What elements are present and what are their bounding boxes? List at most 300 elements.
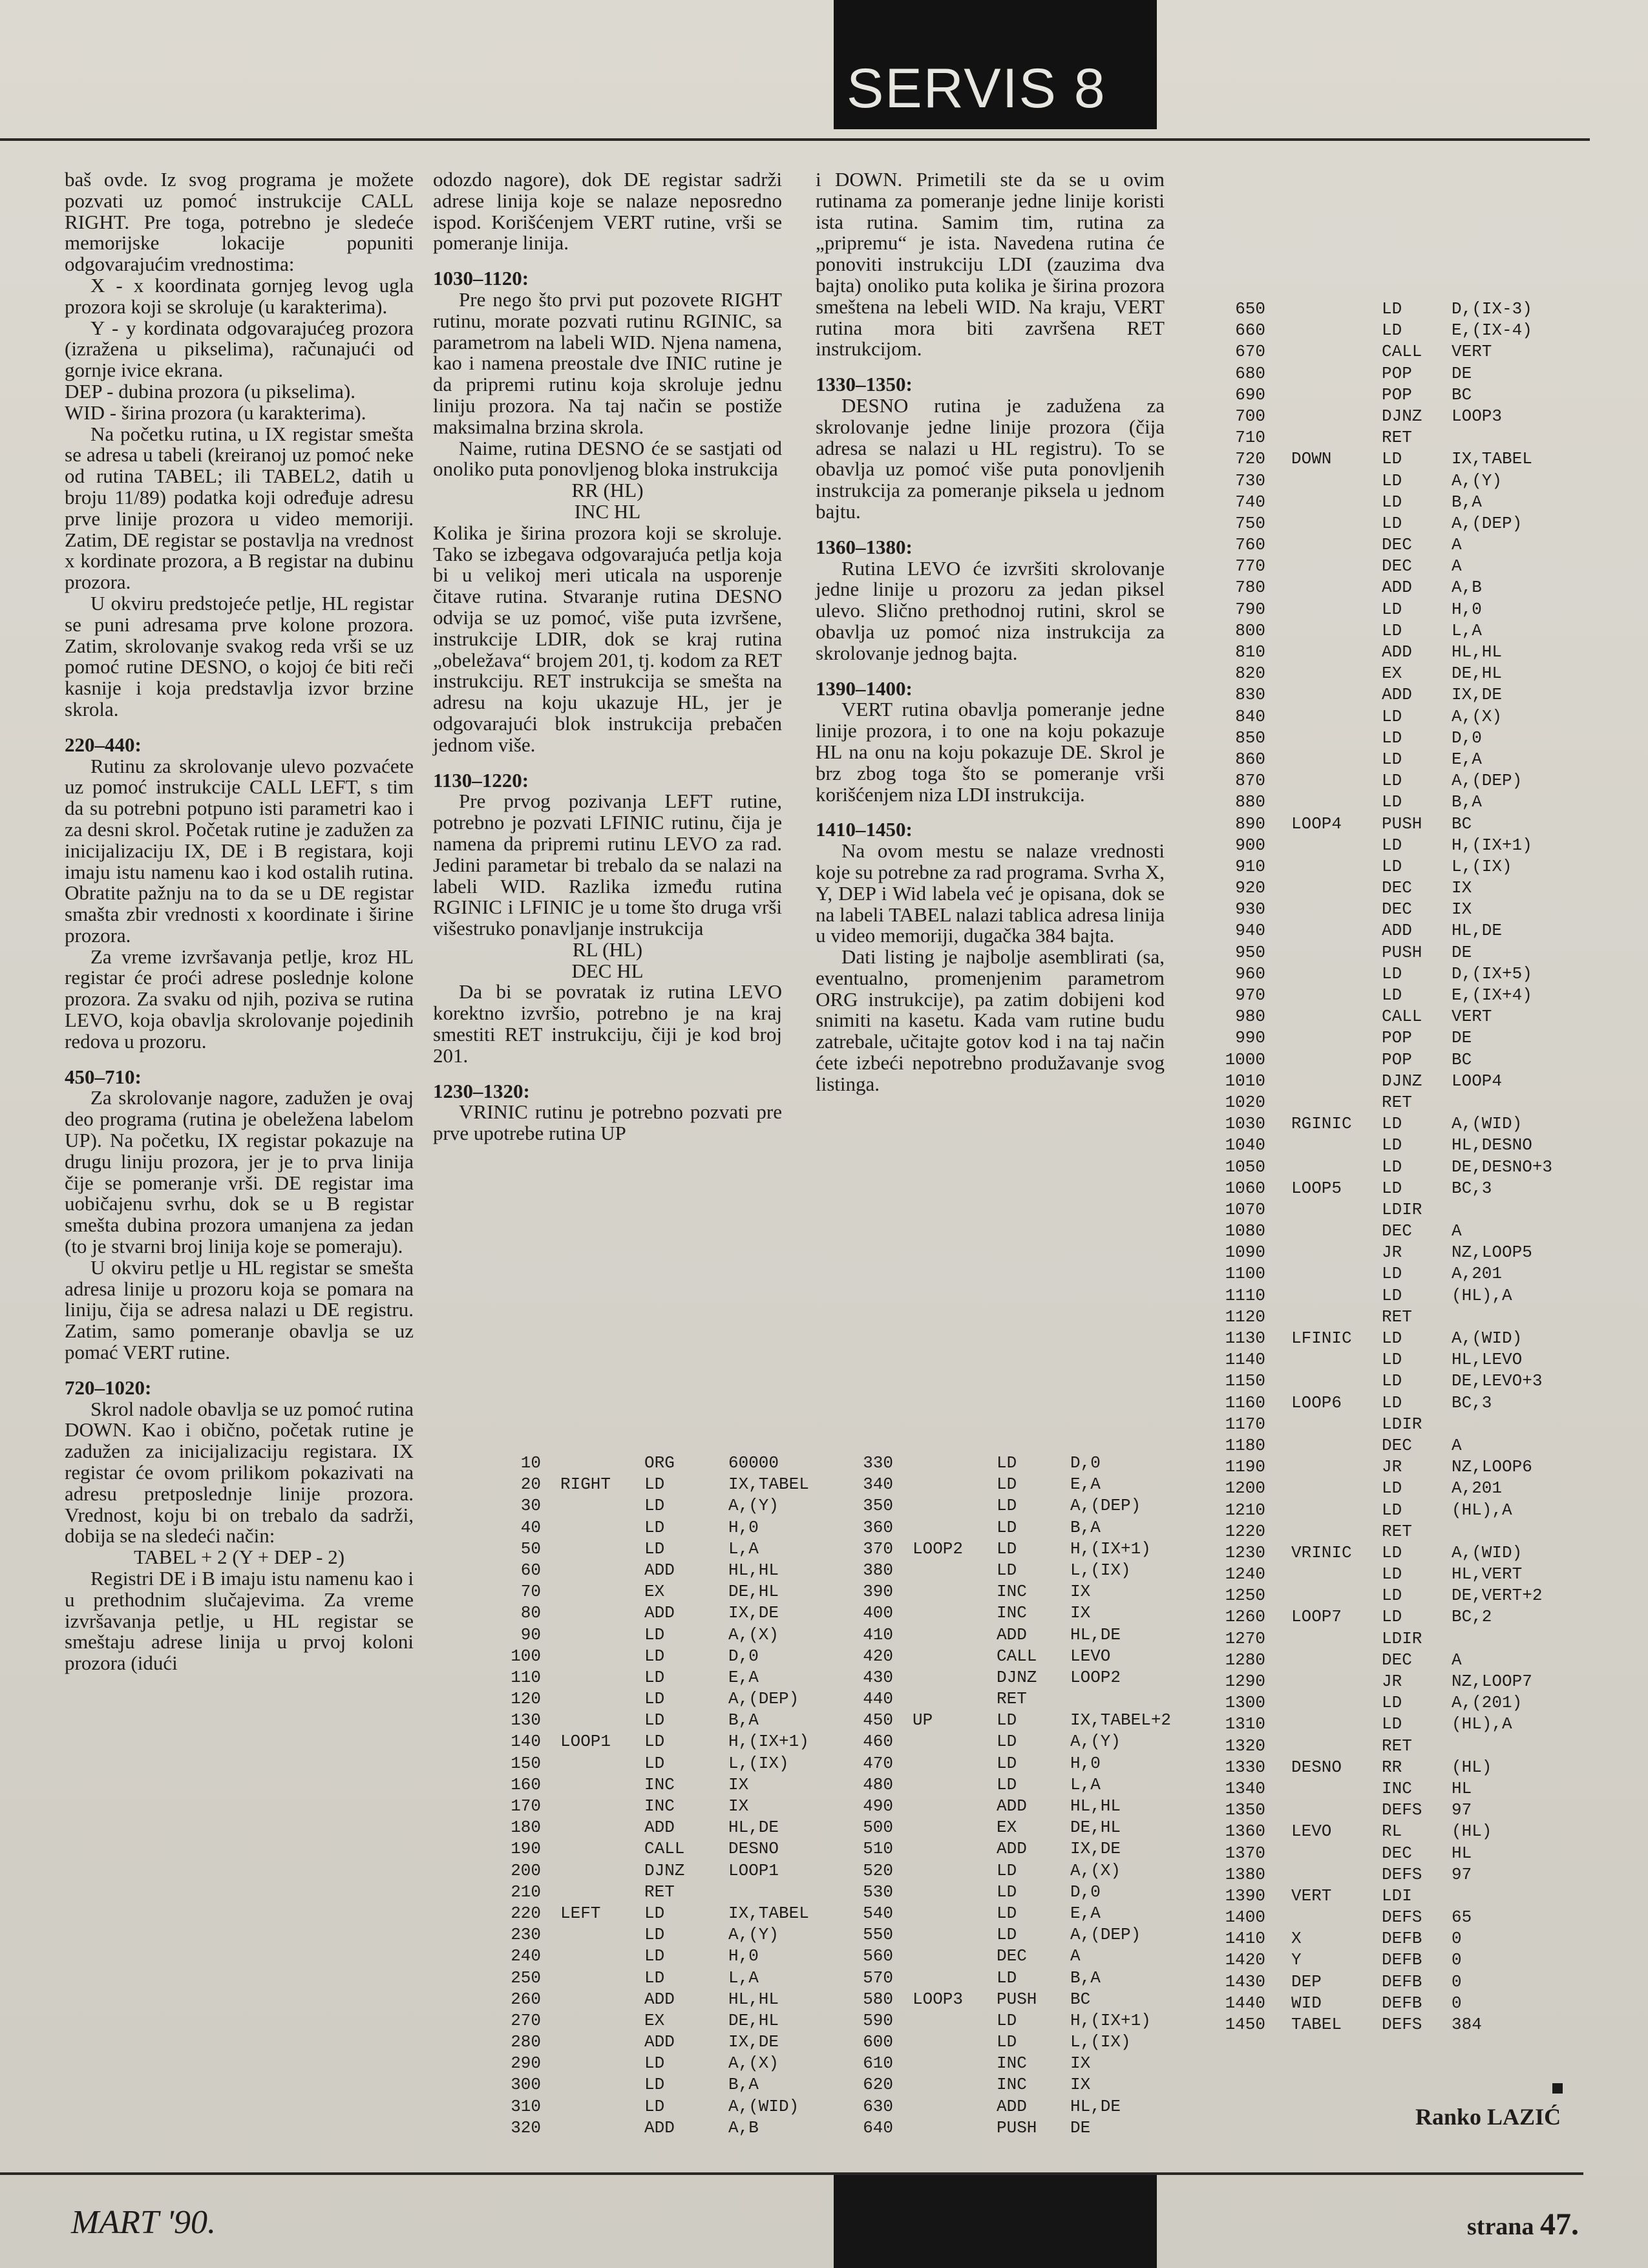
listing-line: [469, 1796, 809, 1817]
code-listing-c: [1209, 299, 1552, 2035]
operand: HL,HL: [728, 1560, 779, 1580]
line-number: 130: [511, 1710, 541, 1730]
opcode: LDIR: [1382, 1414, 1422, 1434]
line-number: 1150: [1225, 1371, 1265, 1391]
opcode: LD: [997, 2010, 1017, 2030]
line-number: 1030: [1225, 1114, 1265, 1134]
operand: LOOP3: [1452, 406, 1503, 426]
opcode: INC: [1382, 1778, 1412, 1798]
listing-line: [1209, 384, 1552, 406]
line-label: [1291, 770, 1382, 792]
line-number: 1040: [1225, 1135, 1265, 1155]
line-label: LOOP1: [560, 1732, 611, 1752]
line-label: [1291, 363, 1382, 384]
line-label: [560, 2010, 644, 2032]
listing-line: [1209, 1456, 1552, 1478]
line-number: 780: [1235, 578, 1265, 598]
listing-line: [840, 1731, 1171, 1752]
operand: LOOP1: [728, 1860, 779, 1880]
line-number: 320: [511, 2117, 541, 2137]
listing-line: [1209, 1435, 1552, 1456]
operand: HL,DE: [1452, 921, 1503, 941]
line-number: 1130: [1225, 1328, 1265, 1348]
operand: H,(IX+1): [728, 1732, 809, 1752]
line-number: 640: [863, 2117, 893, 2137]
operand: DE: [1452, 1028, 1472, 1048]
line-label: [560, 1924, 644, 1946]
opcode: CALL: [1382, 1007, 1422, 1027]
opcode: LD: [1382, 1157, 1402, 1177]
line-number: 560: [863, 1946, 893, 1966]
line-number: 1070: [1225, 1199, 1265, 1219]
opcode: LD: [1382, 1542, 1402, 1562]
line-number: 1270: [1225, 1628, 1265, 1648]
listing-line: [469, 1989, 809, 2010]
listing-line: [840, 1753, 1171, 1774]
line-number: 80: [520, 1603, 541, 1623]
line-label: [1291, 1671, 1382, 1692]
operand: H,(IX+1): [1452, 835, 1532, 855]
paragraph: X - x koordinata gornjeg levog ugla prozora koji se skroluje (u karakterima).: [65, 273, 414, 318]
line-number: 1100: [1225, 1264, 1265, 1284]
line-number: 1440: [1225, 1993, 1265, 2013]
line-label: [1291, 835, 1382, 856]
operand: BC: [1070, 1989, 1091, 2009]
line-label: [1291, 1071, 1382, 1092]
line-number: 1410: [1225, 1929, 1265, 1949]
paragraph: WID - širina prozora (u karakterima).: [65, 401, 366, 424]
line-label: LOOP6: [1291, 1392, 1342, 1412]
line-number: 1390: [1225, 1885, 1265, 1906]
opcode: ADD: [997, 1796, 1027, 1816]
operand: A: [1452, 1650, 1462, 1670]
operand: H,0: [1452, 599, 1482, 619]
operand: E,(IX+4): [1452, 985, 1532, 1005]
line-label: [1291, 663, 1382, 684]
operand: IX: [1070, 1582, 1091, 1602]
line-label: [1291, 1370, 1382, 1392]
operand: E,A: [728, 1667, 759, 1687]
listing-line: [840, 1924, 1171, 1946]
line-number: 980: [1235, 1007, 1265, 1027]
operand: HL,HL: [728, 1989, 779, 2009]
line-label: [1291, 1263, 1382, 1285]
line-number: 830: [1235, 685, 1265, 705]
opcode: DEFB: [1382, 1929, 1422, 1949]
listing-line: [469, 1903, 809, 1924]
line-label: [1291, 684, 1382, 706]
opcode: LD: [1382, 513, 1402, 533]
listing-line: [1209, 770, 1552, 792]
line-label: [1291, 1435, 1382, 1456]
operand: (HL): [1452, 1757, 1492, 1777]
line-label: [1291, 1349, 1382, 1370]
line-label: [560, 1453, 644, 1474]
listing-line: [1209, 1606, 1552, 1628]
operand: HL,DESNO: [1452, 1135, 1532, 1155]
operand: B,A: [728, 2075, 759, 2095]
opcode: RL: [1382, 1822, 1402, 1842]
opcode: LD: [644, 2075, 665, 2095]
line-label: [1291, 792, 1382, 813]
listing-line: [840, 1602, 1171, 1624]
line-number: 170: [511, 1796, 541, 1816]
listing-line: [1209, 320, 1552, 341]
opcode: DEC: [997, 1946, 1027, 1966]
inline-code: RL (HL): [572, 938, 643, 961]
line-number: 1340: [1225, 1778, 1265, 1798]
line-label: [1291, 706, 1382, 728]
opcode: ADD: [644, 1603, 675, 1623]
line-label: [1291, 1049, 1382, 1071]
operand: (HL),A: [1452, 1285, 1512, 1305]
operand: IX: [728, 1774, 749, 1794]
line-label: [560, 1796, 644, 1817]
line-number: 1120: [1225, 1307, 1265, 1327]
line-label: [1291, 920, 1382, 941]
line-number: 620: [863, 2075, 893, 2095]
paragraph: Dati listing je najbolje asemblirati (sa, eventualno, promenjenim parametrom ORG instrukcije), pa zatim dobijeni kod snimiti na kasetu. Kada vam rutine budu zatrebale, učitajte gotov kod i na taj način ćete izbeći nepotrebno produžavanje svog listinga.: [816, 945, 1165, 1095]
opcode: ADD: [644, 1560, 675, 1580]
opcode: INC: [997, 1603, 1027, 1623]
line-label: [1291, 1157, 1382, 1178]
paragraph: Naime, rutina DESNO će se sastjati od onoliko puta ponovljenog bloka instrukcija: [433, 436, 782, 481]
line-label: [1291, 492, 1382, 513]
line-number: 1300: [1225, 1693, 1265, 1713]
operand: A,(DEP): [1070, 1925, 1141, 1945]
listing-line: [1209, 792, 1552, 813]
line-number: 480: [863, 1774, 893, 1794]
line-label: VRINIC: [1291, 1542, 1352, 1562]
line-number: 1310: [1225, 1714, 1265, 1734]
listing-line: [1209, 1564, 1552, 1585]
line-label: [1291, 341, 1382, 362]
operand: HL,HL: [1070, 1796, 1121, 1816]
opcode: EX: [1382, 664, 1402, 684]
listing-line: [840, 1538, 1171, 1560]
line-number: 410: [863, 1624, 893, 1644]
opcode: DEC: [1382, 1221, 1412, 1241]
line-number: 200: [511, 1860, 541, 1880]
opcode: RET: [644, 1882, 675, 1902]
opcode: POP: [1382, 1028, 1412, 1048]
opcode: LD: [1382, 599, 1402, 619]
line-number: 840: [1235, 706, 1265, 726]
line-label: [1291, 406, 1382, 427]
operand: NZ,LOOP5: [1452, 1243, 1532, 1263]
line-number: 90: [520, 1624, 541, 1644]
line-label: [913, 1667, 997, 1688]
line-label: [1291, 749, 1382, 770]
line-label: [913, 2032, 997, 2053]
opcode: PUSH: [1382, 814, 1422, 834]
line-label: [1291, 1692, 1382, 1714]
operand: NZ,LOOP6: [1452, 1457, 1532, 1477]
line-number: 740: [1235, 492, 1265, 512]
line-label: [560, 1753, 644, 1774]
opcode: ADD: [997, 1624, 1027, 1644]
operand: (HL),A: [1452, 1500, 1512, 1520]
inline-code: RR (HL): [571, 479, 644, 502]
operand: IX,TABEL+2: [1070, 1710, 1172, 1730]
opcode: LD: [1382, 320, 1402, 341]
listing-line: [1209, 556, 1552, 577]
listing-line: [1209, 1714, 1552, 1735]
opcode: DEFB: [1382, 1971, 1422, 1991]
inline-code: DEC HL: [571, 959, 644, 982]
paragraph: Pre prvog pozivanja LEFT rutine, potrebno je pozvati LFINIC rutinu, čija je namena da pripremi rutinu LEVO za rad. Jedini parametar bi trebalo da se nalazi na labeli WID. Razlika između rutina RGINIC i LFINIC je u tome što druga vrši višestruko ponavljanje instrukcija: [433, 790, 782, 940]
line-number: 40: [520, 1517, 541, 1537]
line-number: 190: [511, 1839, 541, 1859]
line-number: 1180: [1225, 1435, 1265, 1455]
listing-line: [1209, 1049, 1552, 1071]
line-label: [1291, 1628, 1382, 1650]
line-number: 1020: [1225, 1092, 1265, 1112]
operand: BC: [1452, 814, 1472, 834]
opcode: LD: [644, 1517, 665, 1537]
opcode: LD: [997, 1968, 1017, 1988]
line-number: 600: [863, 2032, 893, 2052]
listing-line: [1209, 1500, 1552, 1521]
line-number: 990: [1235, 1028, 1265, 1048]
operand: DE,DESNO+3: [1452, 1157, 1553, 1177]
operand: A,(Y): [1070, 1732, 1121, 1752]
listing-line: [469, 1581, 809, 1602]
line-label: [560, 2032, 644, 2053]
line-number: 230: [511, 1925, 541, 1945]
operand: 0: [1452, 1971, 1462, 1991]
opcode: LD: [1382, 1564, 1402, 1584]
listing-line: [1209, 1800, 1552, 1821]
line-number: 730: [1235, 470, 1265, 490]
paragraph: Da bi se povratak iz rutina LEVO korektno izvršio, potrebno je na kraj smestiti RET instrukciju, čiji je kod broj 201.: [433, 980, 782, 1067]
operand: A: [1452, 556, 1462, 576]
operand: HL,DE: [728, 1818, 779, 1838]
listing-line: [840, 1667, 1171, 1688]
operand: H,0: [728, 1946, 759, 1966]
listing-line: [469, 1731, 809, 1752]
line-label: [560, 1624, 644, 1646]
line-number: 390: [863, 1582, 893, 1602]
opcode: LD: [1382, 728, 1402, 748]
line-label: [1291, 1714, 1382, 1735]
listing-line: [840, 1581, 1171, 1602]
operand: A: [1452, 535, 1462, 555]
paragraph: Rutina LEVO će izvršiti skrolovanje jedne linije u prozoru za jedan piksel ulevo. Slično prethodnoj rutini, skrol se obavlja uz pomoć niza instrukcija za skrolovanje jednog bajta.: [816, 556, 1165, 664]
line-number: 290: [511, 2053, 541, 2074]
line-number: 690: [1235, 384, 1265, 404]
issue-date: MART '90.: [71, 2204, 216, 2241]
paragraph: Na početku rutina, u IX registar smešta se adresa u tabeli (kreiranoj uz pomoć neke od rutina TABEL; ili TABEL2, datih u broju 11/89) podatka koji određuje adresu prve linije prozora u video memoriji. Zatim, DE registar se postavlja na vrednost x kordinate prozora, a B registar na dubinu prozora.: [65, 422, 414, 594]
line-number: 670: [1235, 342, 1265, 362]
listing-line: [840, 2032, 1171, 2053]
opcode: ORG: [644, 1453, 675, 1473]
listing-line: [1209, 1971, 1552, 1993]
line-number: 310: [511, 2096, 541, 2116]
opcode: LD: [997, 1860, 1017, 1880]
paragraph: U okviru predstojeće petlje, HL registar se puni adresama prve kolone prozora. Zatim, skrolovanje svakog reda vrši se uz pomoć rutine DESNO, o kojoj će biti reči kasnije i koja predstavlja izvor brzine skrola.: [65, 591, 414, 720]
listing-line: [1209, 577, 1552, 598]
line-label: [560, 1602, 644, 1624]
opcode: LD: [644, 1946, 665, 1966]
line-number: 1200: [1225, 1478, 1265, 1498]
operand: IX,TABEL: [728, 1475, 809, 1495]
listing-line: [469, 1602, 809, 1624]
opcode: LD: [644, 1475, 665, 1495]
opcode: LD: [1382, 706, 1402, 726]
listing-line: [469, 2010, 809, 2032]
operand: HL,HL: [1452, 642, 1503, 662]
operand: A,(DEP): [1070, 1496, 1141, 1516]
opcode: LD: [1382, 1350, 1402, 1370]
listing-line: [1209, 985, 1552, 1006]
line-label: [913, 2053, 997, 2074]
line-label: DOWN: [1291, 449, 1332, 469]
line-number: 400: [863, 1603, 893, 1623]
opcode: LD: [997, 1753, 1017, 1773]
code-listing-a: [469, 1453, 809, 2139]
operand: A,(DEP): [1452, 513, 1523, 533]
operand: DESNO: [728, 1839, 779, 1859]
line-label: [913, 1817, 997, 1838]
line-number: 270: [511, 2010, 541, 2030]
line-number: 570: [863, 1968, 893, 1988]
line-number: 1010: [1225, 1071, 1265, 1091]
line-label: [560, 1517, 644, 1538]
opcode: RR: [1382, 1757, 1402, 1777]
opcode: RET: [1382, 1092, 1412, 1112]
line-label: [1291, 470, 1382, 492]
footer-block: [834, 2175, 1157, 2268]
line-label: X: [1291, 1929, 1302, 1949]
listing-line: [469, 1882, 809, 1903]
operand: DE,HL: [728, 1582, 779, 1602]
opcode: LD: [997, 1496, 1017, 1516]
opcode: LD: [1382, 449, 1402, 469]
line-label: [913, 1946, 997, 1967]
opcode: POP: [1382, 384, 1412, 404]
operand: L,A: [1452, 620, 1482, 640]
paragraph: Za vreme izvršavanja petlje, kroz HL registar će proći adrese poslednje kolone prozora. Za svaku od njih, poziva se rutina LEVO, koja obavlja skrolovanje pojedinih redova u prozoru.: [65, 945, 414, 1053]
line-label: [913, 2096, 997, 2117]
listing-line: [840, 1838, 1171, 1860]
line-number: 910: [1235, 856, 1265, 876]
operand: A,(WID): [1452, 1542, 1523, 1562]
inline-code: TABEL + 2 (Y + DEP - 2): [133, 1546, 345, 1569]
listing-line: [840, 2074, 1171, 2095]
line-number: 530: [863, 1882, 893, 1902]
listing-line: [1209, 299, 1552, 320]
listing-line: [469, 1517, 809, 1538]
operand: E,A: [1070, 1903, 1101, 1923]
line-number: 860: [1235, 749, 1265, 769]
line-label: [913, 1453, 997, 1474]
operand: HL,DE: [1070, 1624, 1121, 1644]
operand: 384: [1452, 2015, 1482, 2034]
listing-line: [469, 1817, 809, 1838]
listing-line: [1209, 942, 1552, 963]
listing-line: [1209, 1628, 1552, 1650]
listing-line: [1209, 1157, 1552, 1178]
operand: BC,3: [1452, 1392, 1492, 1412]
listing-line: [1209, 1928, 1552, 1949]
line-number: 680: [1235, 363, 1265, 383]
operand: H,(IX+1): [1070, 2010, 1151, 2030]
listing-line: [840, 1817, 1171, 1838]
opcode: LD: [997, 1774, 1017, 1794]
listing-line: [1209, 1113, 1552, 1135]
listing-line: [469, 1946, 809, 1967]
line-label: [560, 2096, 644, 2117]
opcode: DEC: [1382, 1843, 1412, 1863]
operand: A,(DEP): [1452, 771, 1523, 791]
paragraph: U okviru petlje u HL registar se smešta adresa linije u prozoru koja se pomara na liniju, čija se adresa nalazi u DE registru. Zatim, samo pomeranje obavlja se uz pomać VERT rutine.: [65, 1255, 414, 1364]
line-number: 490: [863, 1796, 893, 1816]
opcode: DEFS: [1382, 1907, 1422, 1927]
line-number: 660: [1235, 320, 1265, 341]
operand: D,0: [1452, 728, 1482, 748]
opcode: POP: [1382, 363, 1412, 383]
operand: VERT: [1452, 342, 1492, 362]
opcode: LD: [1382, 1371, 1402, 1391]
operand: IX,DE: [728, 2032, 779, 2052]
listing-line: [1209, 1821, 1552, 1842]
line-number: 720: [1235, 449, 1265, 469]
operand: IX: [1452, 878, 1472, 898]
opcode: LD: [1382, 1586, 1402, 1606]
opcode: LD: [1382, 1392, 1402, 1412]
opcode: CALL: [1382, 342, 1422, 362]
listing-line: [840, 2010, 1171, 2032]
line-number: 1330: [1225, 1757, 1265, 1777]
operand: A,(X): [728, 1624, 779, 1644]
paragraph: Skrol nadole obavlja se uz pomoć rutina DOWN. Kao i obično, početak rutine je zadužen za inicijalizaciju registara. IX registar će ovom prilikom pokazivati na adresu pretposlednje linije prozora. Vrednost, koju bi on trebalo da sadrži, dobija se na sledeći način:: [65, 1397, 414, 1548]
line-label: [560, 2117, 644, 2139]
line-label: [1291, 1135, 1382, 1156]
line-label: [1291, 1736, 1382, 1757]
line-number: 420: [863, 1646, 893, 1666]
paragraph: Za skrolovanje nagore, zadužen je ovaj deo programa (rutina je obeležena labelom UP). Na početku, IX registar pokazuje na drugu liniju prozora, jer je to prva linija čije se pomeranje vrši. DE registar ima uobičajenu svrhu, dok se u B registar smešta dubina prozora umanjena za jedan (to je stvarni broj linija koje se pomeraju).: [65, 1086, 414, 1258]
operand: L,(IX): [728, 1753, 789, 1773]
line-number: 220: [511, 1903, 541, 1923]
operand: B,A: [728, 1710, 759, 1730]
line-label: [560, 1667, 644, 1688]
author-name: Ranko LAZIĆ: [1415, 2104, 1561, 2130]
line-number: 1060: [1225, 1178, 1265, 1198]
line-label: [913, 1796, 997, 1817]
listing-line: [840, 1495, 1171, 1517]
operand: A,B: [728, 2117, 759, 2137]
opcode: LD: [1382, 985, 1402, 1005]
listing-line: [1209, 835, 1552, 856]
listing-line: [469, 1474, 809, 1495]
line-number: 1420: [1225, 1950, 1265, 1970]
listing-line: [1209, 1285, 1552, 1307]
line-label: [913, 1646, 997, 1667]
operand: IX: [728, 1796, 749, 1816]
line-label: [913, 1624, 997, 1646]
opcode: ADD: [1382, 642, 1412, 662]
listing-line: [1209, 2014, 1552, 2035]
line-label: [1291, 1307, 1382, 1328]
paragraph: Na ovom mestu se nalaze vrednosti koje su potrebne za rad programa. Svrha X, Y, DEP i Wid labela već je opisana, dok se na labeli TABEL nalazi tablica adresa linija u video memoriji, dugačka 384 bajta.: [816, 839, 1165, 947]
line-label: [1291, 577, 1382, 598]
line-number: 1220: [1225, 1521, 1265, 1541]
listing-line: [469, 2117, 809, 2139]
line-number: 100: [511, 1646, 541, 1666]
opcode: LD: [997, 1517, 1017, 1537]
listing-line: [840, 1989, 1171, 2010]
